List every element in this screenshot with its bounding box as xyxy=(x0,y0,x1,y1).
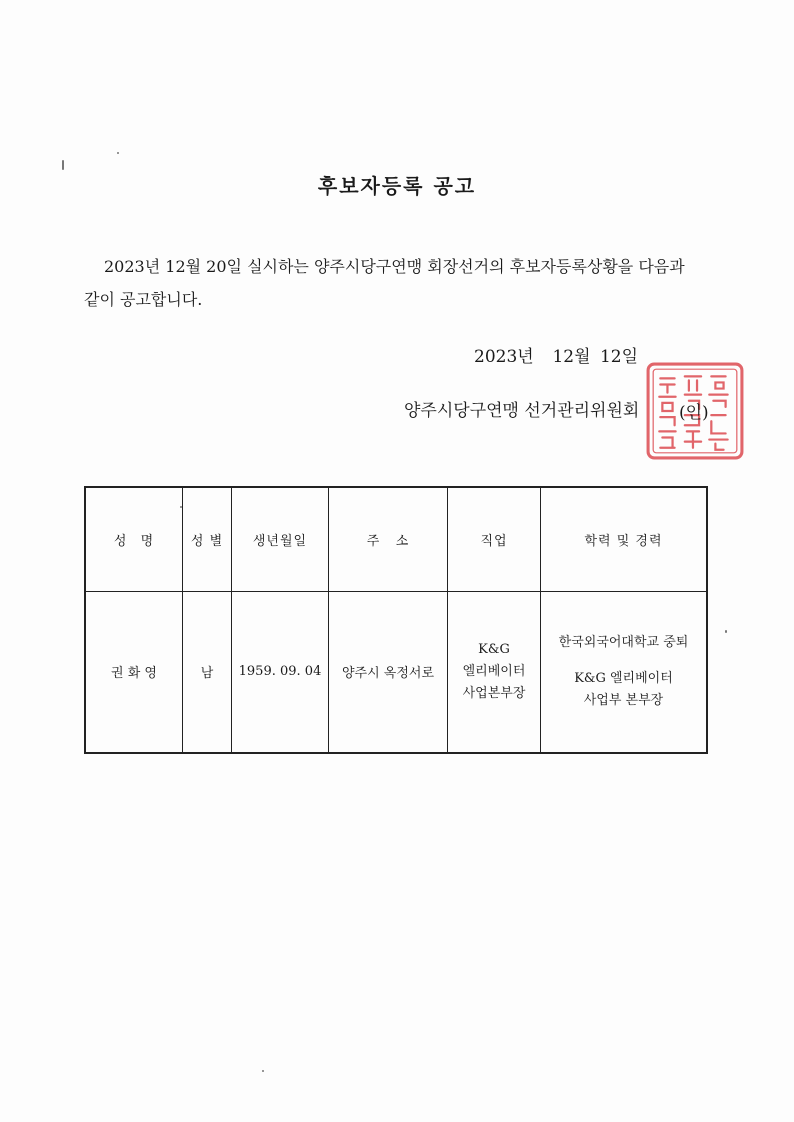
header-job: 직업 xyxy=(448,487,541,591)
table-header-row xyxy=(85,487,707,591)
job-line-1: K&G xyxy=(478,641,510,657)
candidate-job xyxy=(448,591,541,753)
notice-date: 2023년 12월 12일 xyxy=(474,347,639,367)
header-birth: 생년월일 xyxy=(232,487,329,591)
job-line-3: 사업본부장 xyxy=(462,685,526,701)
career-line-1: K&G 엘리베이터 xyxy=(574,670,673,686)
notice-body-line-1 xyxy=(84,250,724,283)
candidate-birth: 1959. 09. 04 xyxy=(232,591,329,753)
notice-body-line-2: 같이 공고합니다. xyxy=(84,290,203,309)
header-name: 성 명 xyxy=(85,487,183,591)
scan-speck xyxy=(725,630,727,633)
education-gap xyxy=(543,654,704,668)
notice-title: 후보자등록 공고 xyxy=(317,174,477,198)
scan-speck xyxy=(117,152,119,154)
table-row xyxy=(85,591,707,753)
header-education-career: 학력 및 경력 xyxy=(541,487,708,591)
career-line-2: 사업부 본부장 xyxy=(583,692,664,708)
education-line-1: 한국외국어대학교 중퇴 xyxy=(558,634,689,650)
candidate-table xyxy=(84,486,708,754)
scan-speck xyxy=(62,160,64,170)
candidate-education-career xyxy=(541,591,708,753)
seal-mark: (인) xyxy=(679,403,709,423)
header-gender: 성 별 xyxy=(183,487,232,591)
candidate-name: 권 화 영 xyxy=(85,591,183,753)
candidate-gender: 남 xyxy=(183,591,232,753)
issuer-name: 양주시당구연맹 선거관리위원회 xyxy=(404,401,640,421)
scan-speck xyxy=(262,1070,264,1072)
notice-body xyxy=(84,250,724,316)
header-address: 주 소 xyxy=(329,487,448,591)
job-line-2: 엘리베이터 xyxy=(462,663,526,679)
notice-body-text-1: 2023년 12월 20일 실시하는 양주시당구연맹 회장선거의 후보자등록상황을 다음과 xyxy=(104,257,685,276)
candidate-address: 양주시 옥정서로 xyxy=(329,591,448,753)
